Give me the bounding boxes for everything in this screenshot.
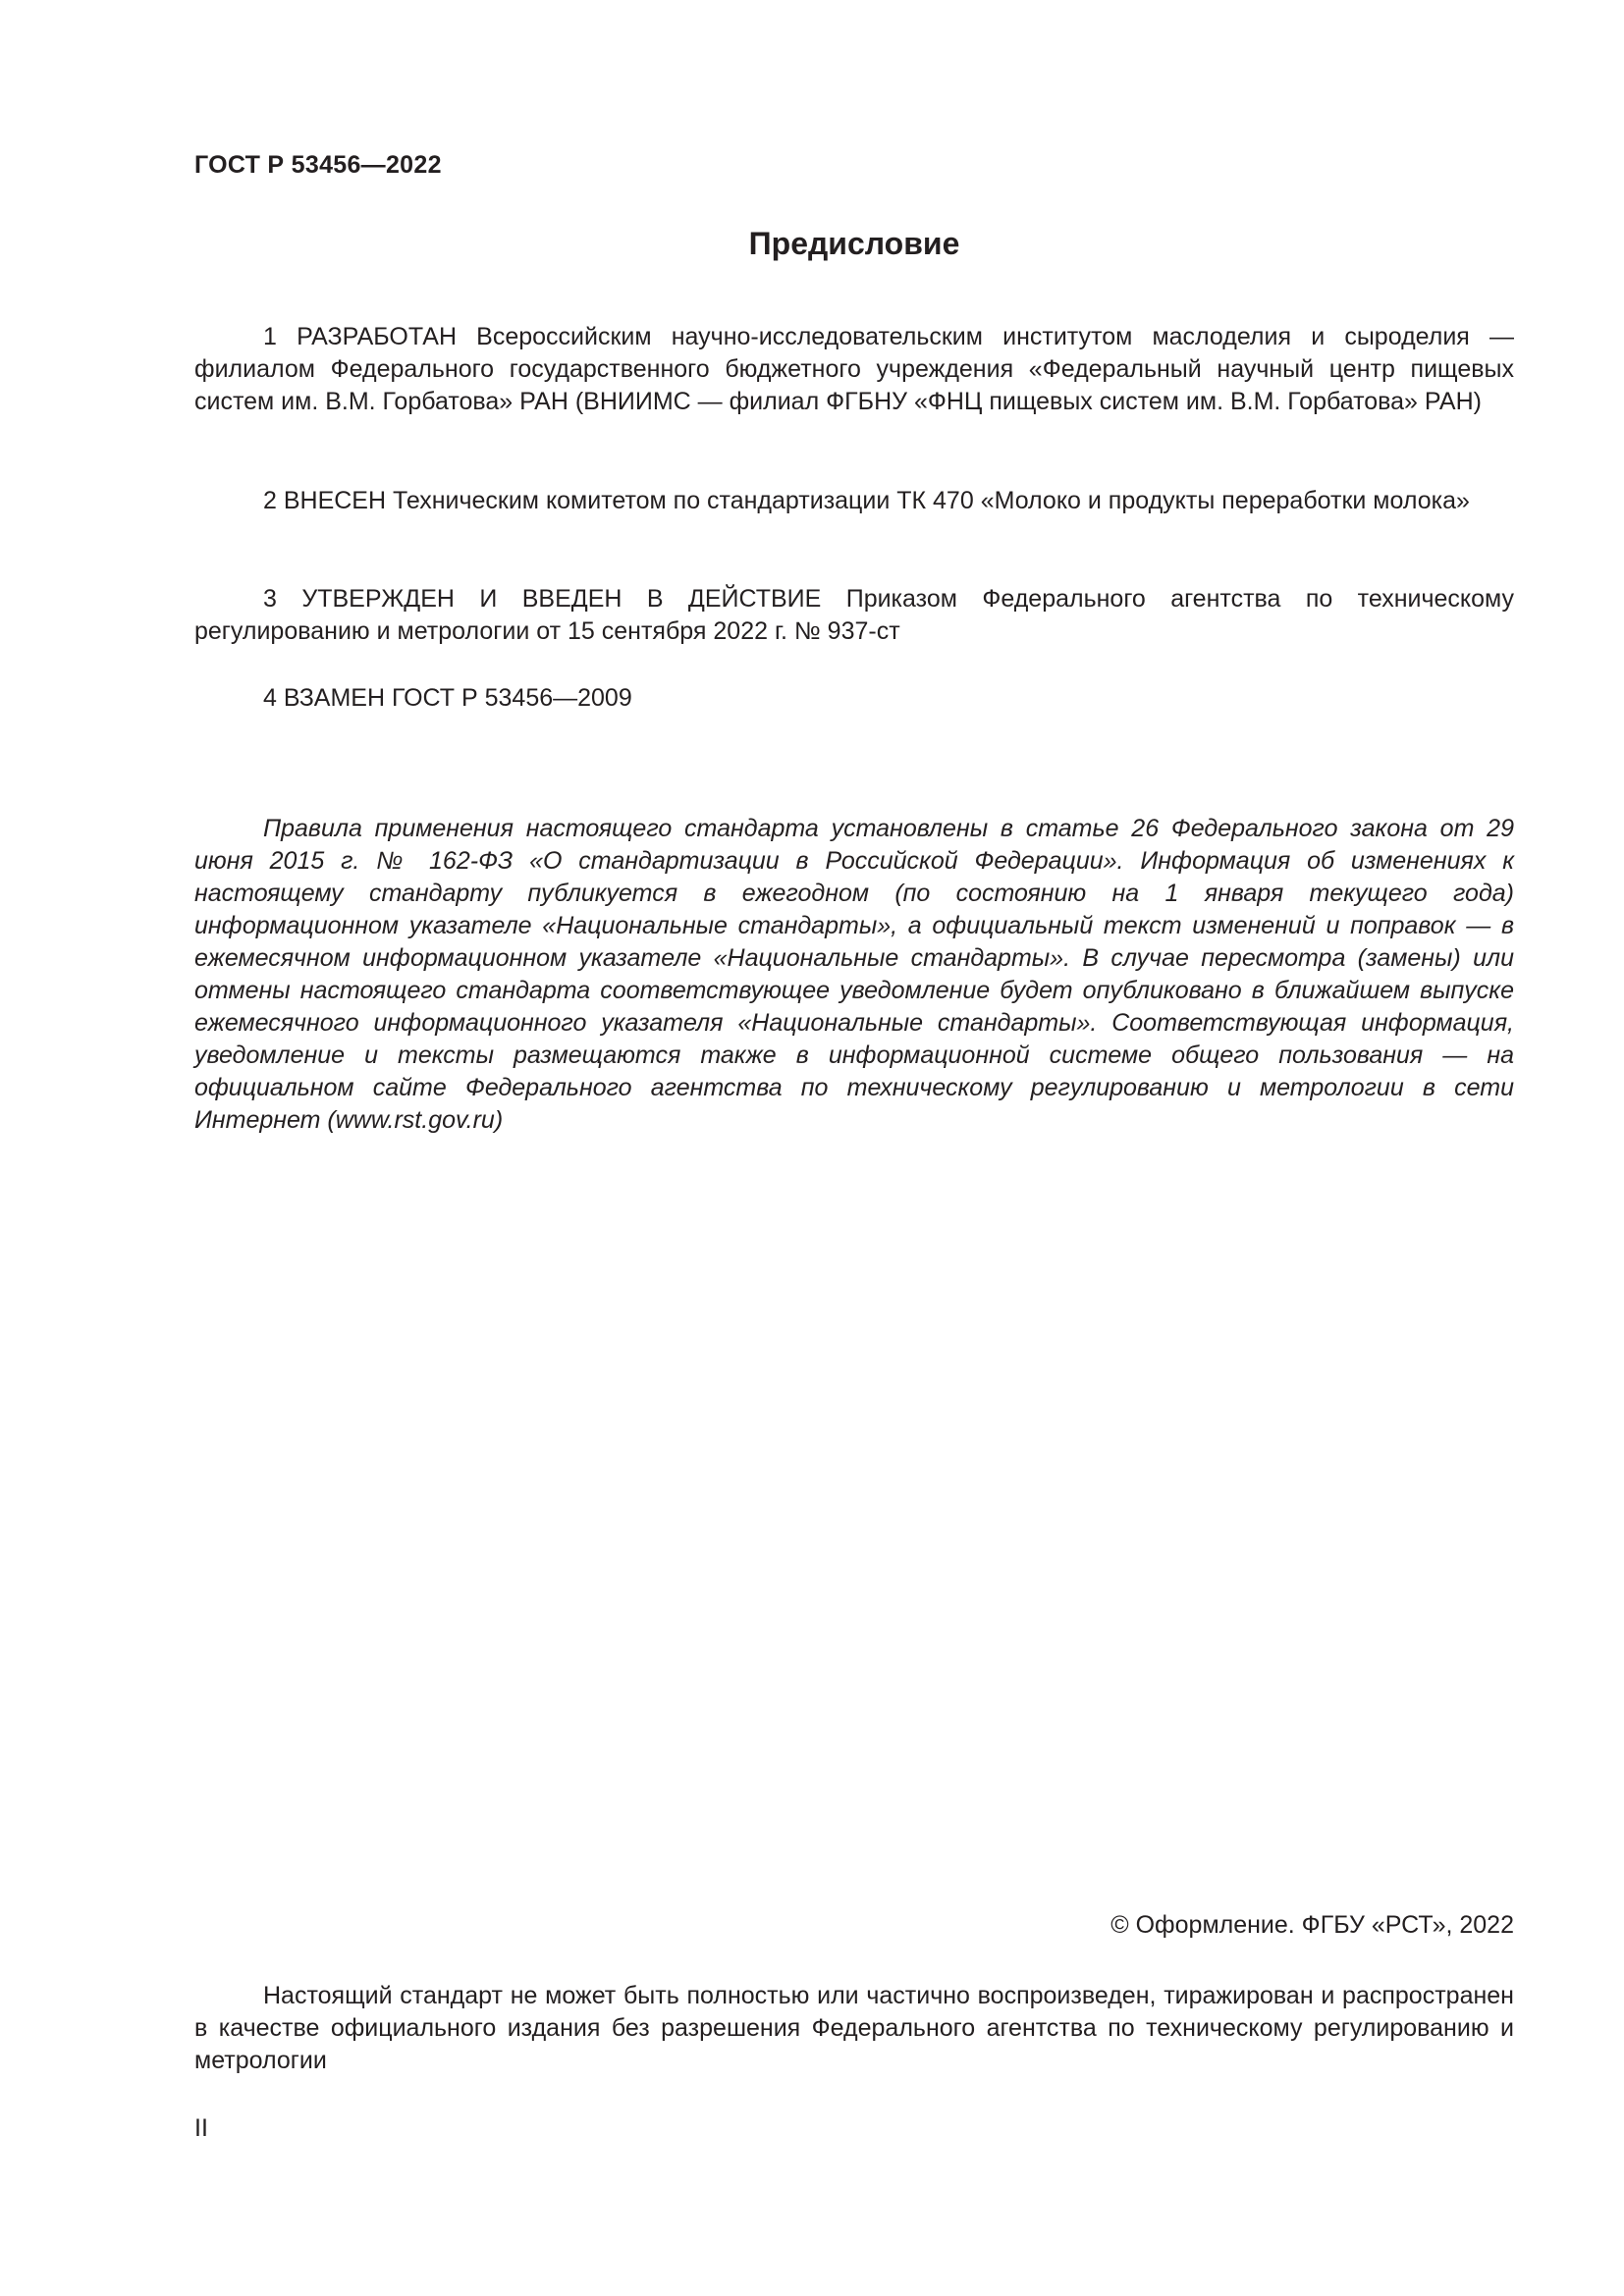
preface-item-2: 2 ВНЕСЕН Техническим комитетом по стандартизации ТК 470 «Молоко и продукты переработки молока» [263,487,1470,514]
preface-item-1: 1 РАЗРАБОТАН Всероссийским научно-исследовательским институтом маслоделия и сыроделия — филиалом Федерального государственного бюджетного учреждения «Федеральный научный центр пищевых систем им. В.М. Горбатова» РАН (ВНИИМС — филиал ФГБНУ «ФНЦ пищевых систем им. В.М. Горбатова» РАН) [194,323,1514,415]
page-number: II [194,2114,208,2142]
preface-item-3: 3 УТВЕРЖДЕН И ВВЕДЕН В ДЕЙСТВИЕ Приказом Федерального агентства по техническому регулированию и метрологии от 15 сентября 2022 г. № 937-ст [194,585,1514,645]
reproduction-notice: Настоящий стандарт не может быть полностью или частично воспроизведен, тиражирован и распространен в качестве официального издания без разрешения Федерального агентства по техническому регулированию и метрологии [194,1982,1514,2074]
copyright-notice: © Оформление. ФГБУ «РСТ», 2022 [1110,1911,1514,1939]
application-rules-notice: Правила применения настоящего стандарта установлены в статье 26 Федерального закона от 29 июня 2015 г. № 162-ФЗ «О стандартизации в Российской Федерации». Информация об изменениях к настоящему стандарту публикуется в ежегодном (по состоянию на 1 января текущего года) информационном указателе «Национальные стандарты», а официальный текст изменений и поправок — в ежемесячном информационном указателе «Национальные стандарты». В случае пересмотра (замены) или отмены настоящего стандарта соответствующее уведомление будет опубликовано в ближайшем выпуске ежемесячного информационного указателя «Национальные стандарты». Соответствующая информация, уведомление и тексты размещаются также в информационной системе общего пользования — на официальном сайте Федерального агентства по техническому регулированию и метрологии в сети Интернет (www.rst.gov.ru) [194,815,1514,1134]
document-code: ГОСТ Р 53456—2022 [194,151,442,179]
preface-item-4: 4 ВЗАМЕН ГОСТ Р 53456—2009 [263,684,632,712]
preface-title: Предисловие [748,226,960,261]
